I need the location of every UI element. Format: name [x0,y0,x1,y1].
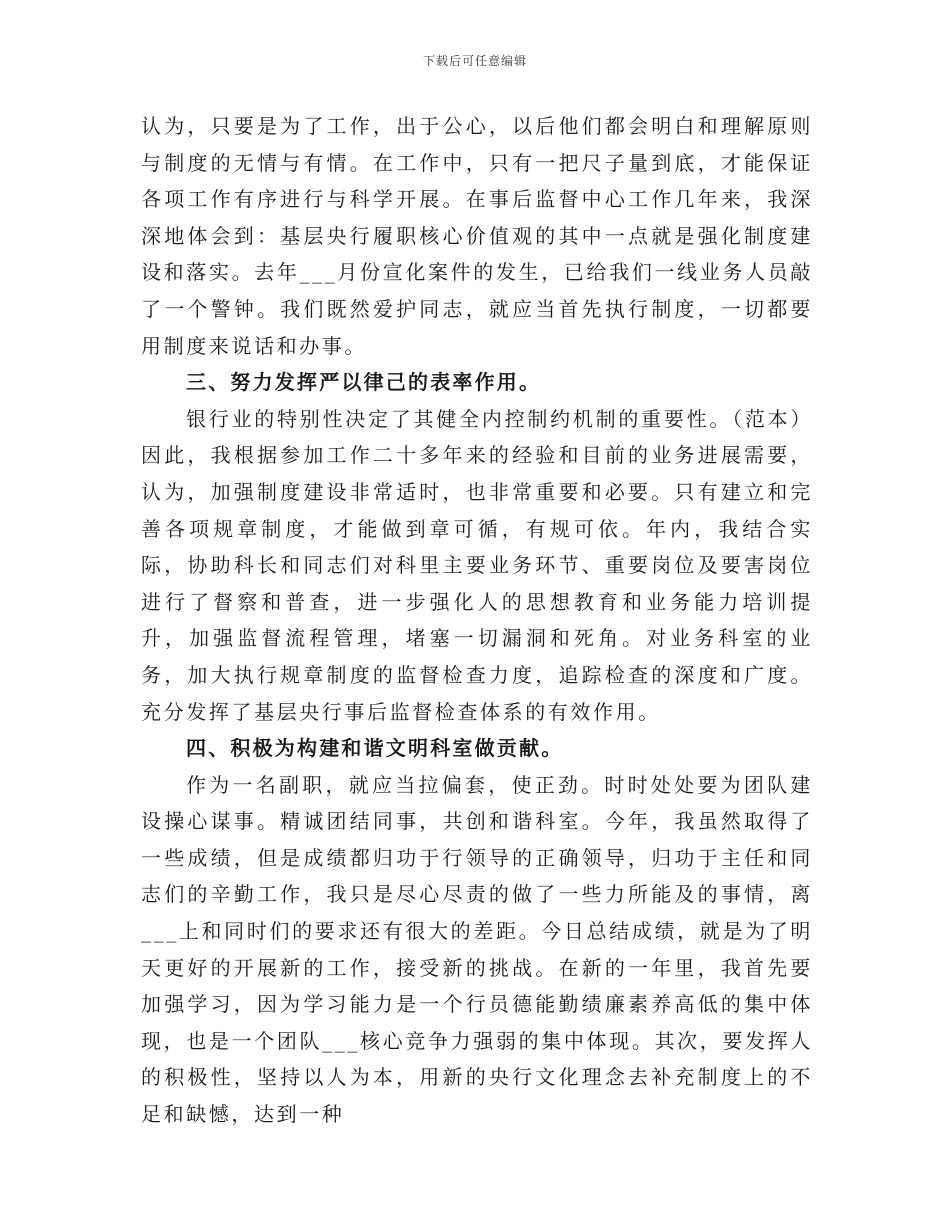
page-header-note: 下载后可任意编辑 [422,54,527,68]
document-body [141,108,813,1133]
paragraph-section-4: 作为一名副职，就应当拉偏套，使正劲。时时处处要为团队建设操心谋事。精诚团结同事，共创和谐科室。今年，我虽然取得了一些成绩，但是成绩都归功于行领导的正确领导，归功于主任和同志们的辛勤工作，我只是尽心尽责的做了一些力所能及的事情，离___上和同时们的要求还有很大的差距。今日总结成绩，就是为了明天更好的开展新的工作，接受新的挑战。在新的一年里，我首先要加强学习，因为学习能力是一个行员德能勤绩廉素养高低的集中体现，也是一个团队___核心竞争力强弱的集中体现。其次，要发挥人的积极性，坚持以人为本，用新的央行文化理念去补充制度上的不足和缺憾，达到一种 [141,772,813,1127]
paragraph-section-3: 银行业的特别性决定了其健全内控制约机制的重要性。（范本）因此，我根据参加工作二十多年来的经验和目前的业务进展需要，认为，加强制度建设非常适时，也非常重要和必要。只有建立和完善各项规章制度，才能做到章可循，有规可依。年内，我结合实际，协助科长和同志们对科里主要业务环节、重要岗位及要害岗位进行了督察和普查，进一步强化人的思想教育和业务能力培训提升，加强监督流程管理，堵塞一切漏洞和死角。对业务科室的业务，加大执行规章制度的监督检查力度，追踪检查的深度和广度。充分发挥了基层央行事后监督检查体系的有效作用。 [141,406,813,724]
paragraph-continuation: 认为，只要是为了工作，出于公心，以后他们都会明白和理解原则与制度的无情与有情。在工作中，只有一把尺子量到底，才能保证各项工作有序进行与科学开展。在事后监督中心工作几年来，我深深地体会到：基层央行履职核心价值观的其中一点就是强化制度建设和落实。去年___月份宣化案件的发生，已给我们一线业务人员敲了一个警钟。我们既然爱护同志，就应当首先执行制度，一切都要用制度来说话和办事。 [141,114,813,358]
section-heading-3: 三、努力发挥严以律己的表率作用。 [186,370,542,395]
section-heading-4: 四、积极为构建和谐文明科室做贡献。 [186,736,564,761]
